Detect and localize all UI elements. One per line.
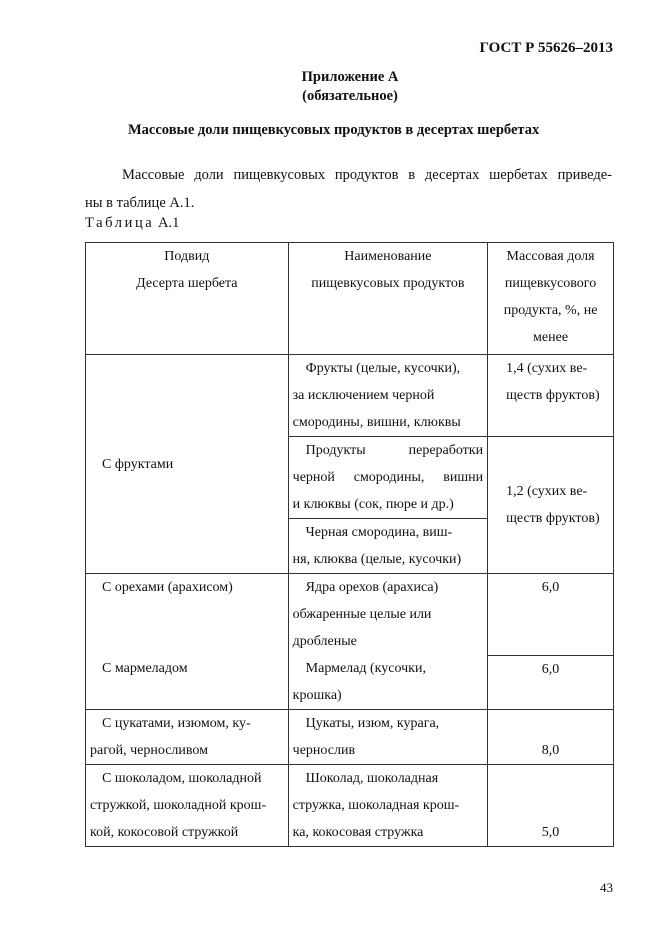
table-header-row (86, 243, 614, 355)
subtype-marmalade (86, 655, 289, 710)
product-line: Цукаты, изюм, курага, (305, 716, 440, 731)
subtype-fruits-label: С фруктами (102, 456, 174, 472)
header-mass-line: продукта, %, не (503, 303, 598, 318)
product-blackcurrant (288, 519, 487, 574)
standard-number: ГОСТ Р 55626–2013 (479, 40, 613, 56)
subtype-line: С шоколадом, шоколадной (102, 771, 262, 786)
table-row (86, 765, 614, 847)
value-nuts (488, 574, 614, 656)
header-product-line: пищевкусовых продуктов (311, 276, 465, 291)
header-product-name (288, 243, 487, 355)
value-fruits (488, 355, 614, 437)
header-mass-line: пищевкусового (504, 276, 597, 291)
appendix-heading (0, 68, 661, 106)
section-title: Массовые доли пищевкусовых продуктов в десертах шербетах (128, 122, 540, 138)
header-mass-fraction (488, 243, 614, 355)
table-caption (85, 215, 179, 232)
product-line: и клюквы (сок, пюре и др.) (292, 497, 454, 512)
subtype-fruits (86, 355, 289, 574)
subtype-candied (86, 710, 289, 765)
product-chocolate (288, 765, 487, 847)
product-line: Шоколад, шоколадная (305, 771, 439, 786)
product-line: ка, кокосовая стружка (292, 825, 424, 840)
header-subtype-line: Десерта шербета (136, 276, 238, 291)
product-line: за исключением черной (292, 388, 435, 403)
subtype-line: стружкой, шоколадной крош- (90, 798, 267, 813)
product-line: черной смородины, вишни (292, 470, 484, 485)
product-line: крошка) (292, 688, 342, 703)
value-candied (488, 710, 614, 765)
table-caption-number: А.1 (157, 215, 180, 231)
header-subtype-line: Подвид (164, 249, 210, 264)
product-line: Фрукты (целые, кусочки), (305, 361, 461, 376)
product-line: ня, клюква (целые, кусочки) (292, 552, 462, 567)
product-line: Черная смородина, виш- (305, 525, 453, 540)
paragraph-line-2: ны в таблице А.1. (85, 195, 195, 211)
product-line: смородины, вишни, клюквы (292, 415, 461, 430)
value-marmalade (488, 655, 614, 710)
table-row (86, 574, 614, 656)
subtype-label: С мармеладом (102, 661, 188, 676)
appendix-title: Приложение А (301, 69, 399, 85)
value-line: 1,2 (сухих ве- (506, 484, 588, 499)
header-product-line: Наименование (344, 249, 432, 264)
product-line: Продукты переработки (305, 443, 484, 458)
subtype-line: рагой, черносливом (90, 743, 208, 758)
appendix-subtitle: (обязательное) (302, 88, 398, 104)
subtype-nuts (86, 574, 289, 656)
value-line: 1,4 (сухих ве- (506, 361, 588, 376)
product-line: стружка, шоколадная крош- (292, 798, 460, 813)
product-candied (288, 710, 487, 765)
value-processed (488, 437, 614, 574)
header-mass-line: Массовая доля (506, 249, 595, 264)
product-marmalade (288, 655, 487, 710)
product-line: Мармелад (кусочки, (305, 661, 426, 676)
product-line: дробленые (292, 634, 357, 649)
value-line: ществ фруктов) (506, 388, 600, 403)
value-chocolate (488, 765, 614, 847)
subtype-line: С цукатами, изюмом, ку- (102, 716, 251, 731)
table-row (86, 355, 614, 437)
header-subtype (86, 243, 289, 355)
value-line: 6,0 (541, 580, 560, 595)
product-nuts (288, 574, 487, 656)
subtype-line: кой, кокосовой стружкой (90, 825, 239, 840)
product-line: обжаренные целые или (292, 607, 432, 622)
subtype-label: С орехами (арахисом) (102, 580, 233, 595)
paragraph-line-1: Массовые доли пищевкусовых продуктов в десертах шербетах приведе- (122, 167, 612, 183)
value-line: 6,0 (541, 661, 560, 677)
page-number: 43 (600, 880, 613, 895)
product-line: Ядра орехов (арахиса) (305, 580, 439, 595)
header-mass-line: менее (533, 330, 569, 345)
subtype-chocolate (86, 765, 289, 847)
value-line: 8,0 (541, 743, 560, 758)
table-row (86, 710, 614, 765)
table-row (86, 655, 614, 710)
value-line: ществ фруктов) (506, 511, 600, 526)
table-caption-word: Таблица (85, 215, 155, 231)
mass-fraction-table (85, 242, 614, 847)
product-processed (288, 437, 487, 519)
product-line: чернослив (292, 743, 356, 758)
product-fruits (288, 355, 487, 437)
value-line: 5,0 (541, 825, 560, 840)
